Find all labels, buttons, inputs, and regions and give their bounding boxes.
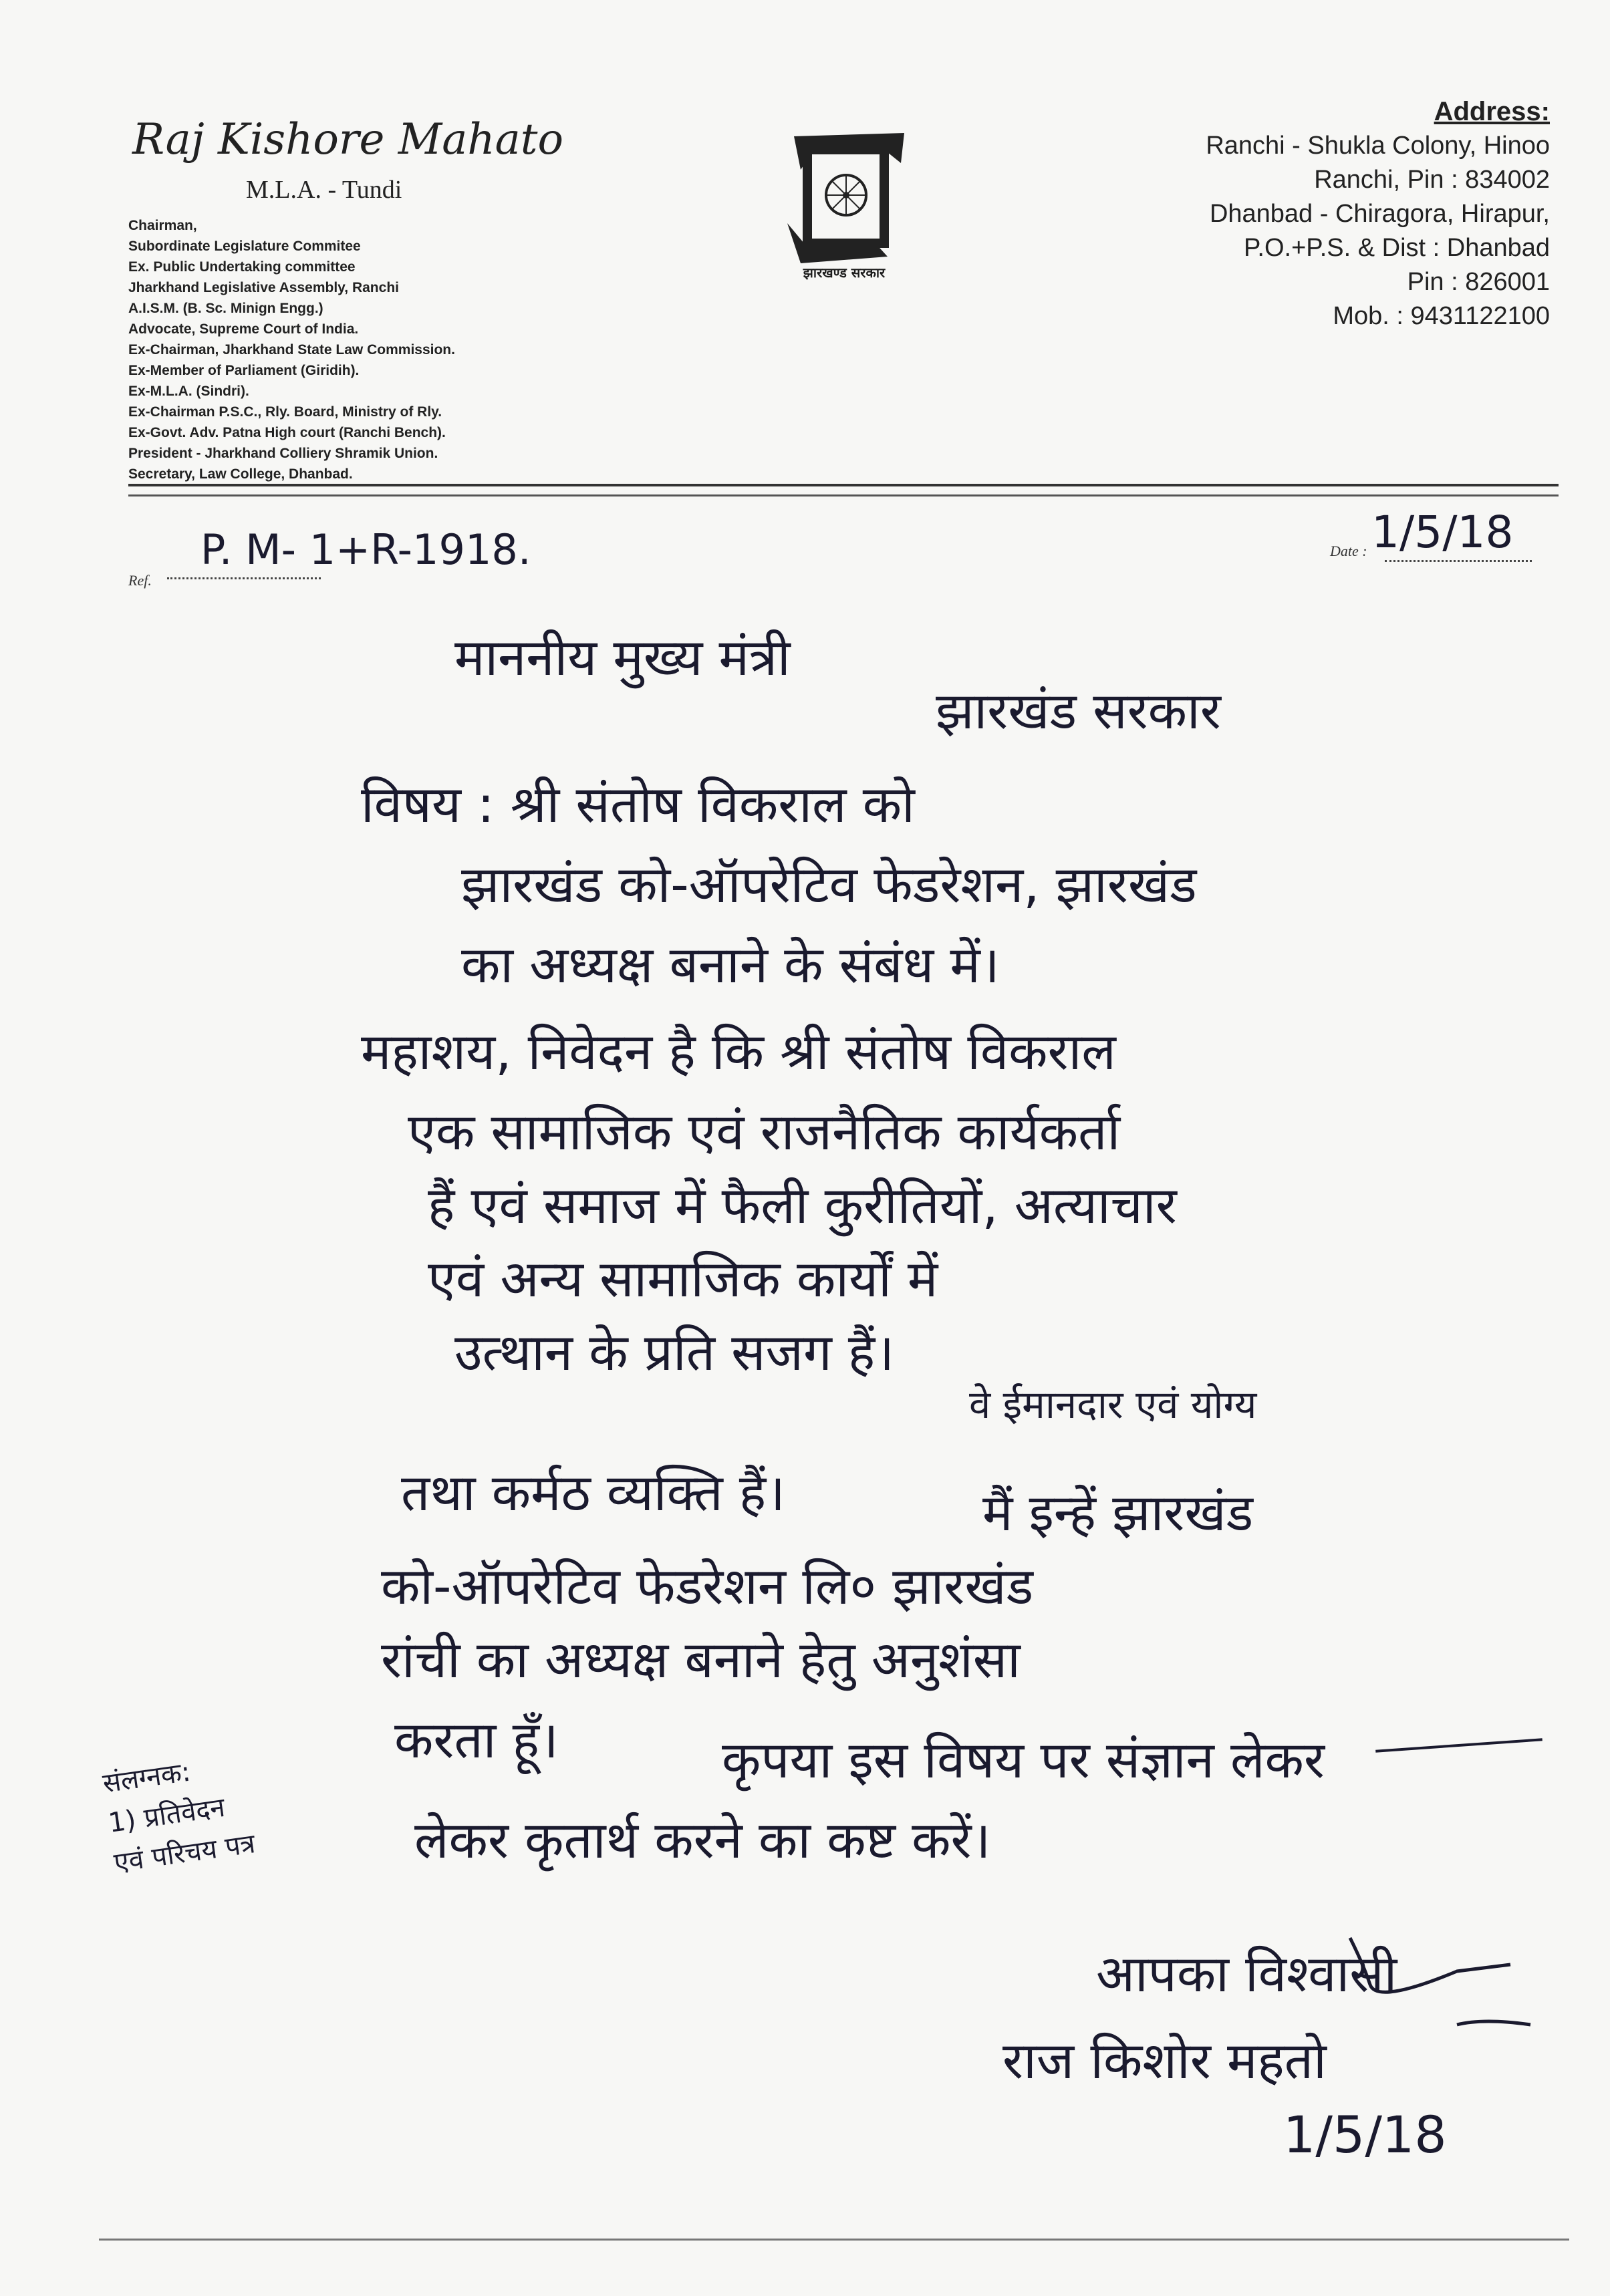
body-line: रांची का अध्यक्ष बनाने हेतु अनुशंसा [381, 1630, 1021, 1689]
address-line: Ranchi, Pin : 834002 [1314, 166, 1550, 194]
subject-line: झारखंड को-ऑपरेटिव फेडरेशन, झारखंड [461, 855, 1197, 914]
header-divider [128, 484, 1559, 486]
address-heading: Address: [1434, 97, 1550, 126]
credential-line: Advocate, Supreme Court of India. [128, 321, 359, 337]
body-line: करता हूँ। [394, 1710, 559, 1769]
emblem-caption: झारखण्ड सरकार [803, 265, 886, 281]
strikethrough-mark [1375, 1738, 1542, 1752]
address-line: Pin : 826001 [1407, 268, 1550, 296]
address-line: Mob. : 9431122100 [1333, 302, 1550, 330]
address-line: Ranchi - Shukla Colony, Hinoo [1206, 132, 1550, 160]
header-divider-secondary [128, 494, 1559, 496]
salutation-line: झारखंड सरकार [936, 681, 1221, 740]
body-line: को-ऑपरेटिव फेडरेशन लि० झारखंड [381, 1556, 1034, 1616]
ref-dotted-line [167, 577, 321, 579]
body-line: तथा कर्मठ व्यक्ति हैं। [401, 1463, 785, 1522]
signature-flourish [1083, 1924, 1537, 2092]
credential-line: President - Jharkhand Colliery Shramik Union. [128, 446, 438, 461]
body-line: हैं एवं समाज में फैली कुरीतियों, अत्याचार [428, 1175, 1177, 1235]
date-dotted-line [1385, 560, 1532, 562]
enclosure-note [100, 1721, 428, 1884]
credential-line: Chairman, [128, 218, 197, 233]
credential-line: A.I.S.M. (B. Sc. Minign Engg.) [128, 301, 323, 316]
enclosure-line: 1) प्रतिवेदन [106, 1791, 227, 1839]
subject-line: विषय : श्री संतोष विकराल को [361, 774, 915, 834]
letterhead-name: Raj Kishore Mahato [132, 115, 563, 164]
body-line: उत्थान के प्रति सजग हैं। [454, 1322, 895, 1382]
credential-line: Ex-M.L.A. (Sindri). [128, 384, 249, 399]
signature-date: 1/5/18 [1283, 2105, 1447, 2164]
salutation-line: माननीय मुख्य मंत्री [454, 627, 791, 687]
letterhead-address [1206, 95, 1550, 333]
body-line: वे ईमानदार एवं योग्य [969, 1382, 1257, 1427]
letterhead-credentials [128, 215, 636, 484]
ref-label: Ref. [128, 572, 152, 589]
closing-line: आपका विश्वासी [1096, 1944, 1397, 2003]
address-line: P.O.+P.S. & Dist : Dhanbad [1243, 234, 1550, 262]
enclosure-line: एवं परिचय पत्र [112, 1828, 257, 1879]
subject-line: का अध्यक्ष बनाने के संबंध में। [461, 935, 1000, 994]
body-line: मैं इन्हें झारखंड [982, 1483, 1254, 1542]
credential-line: Subordinate Legislature Commitee [128, 239, 361, 254]
date-value: 1/5/18 [1371, 507, 1514, 558]
ref-value: P. M- 1+R-1918. [200, 525, 531, 574]
body-line: कृपया इस विषय पर संज्ञान लेकर [722, 1730, 1325, 1789]
body-line: एक सामाजिक एवं राजनैतिक कार्यकर्ता [408, 1102, 1121, 1161]
letterhead-post: M.L.A. - Tundi [246, 176, 402, 204]
footer-divider [99, 2239, 1569, 2241]
credential-line: Secretary, Law College, Dhanbad. [128, 466, 353, 482]
body-line: महाशय, निवेदन है कि श्री संतोष विकराल [361, 1022, 1116, 1081]
body-line: एवं अन्य सामाजिक कार्यों में [428, 1249, 938, 1308]
enclosure-line: संलग्नक: [100, 1756, 192, 1800]
credential-line: Jharkhand Legislative Assembly, Ranchi [128, 280, 399, 295]
body-line: लेकर कृतार्थ करने का कष्ट करें। [414, 1810, 991, 1870]
credential-line: Ex-Govt. Adv. Patna High court (Ranchi Bench). [128, 425, 446, 440]
address-line: Dhanbad - Chiragora, Hirapur, [1209, 200, 1550, 228]
signature-name: राज किशोर महतो [1002, 2031, 1327, 2090]
credential-line: Ex-Chairman P.S.C., Rly. Board, Ministry of Rly. [128, 404, 442, 420]
credential-line: Ex-Member of Parliament (Giridih). [128, 363, 360, 378]
credential-line: Ex-Chairman, Jharkhand State Law Commission. [128, 342, 455, 357]
credential-line: Ex. Public Undertaking committee [128, 259, 356, 275]
date-label: Date : [1330, 543, 1367, 559]
